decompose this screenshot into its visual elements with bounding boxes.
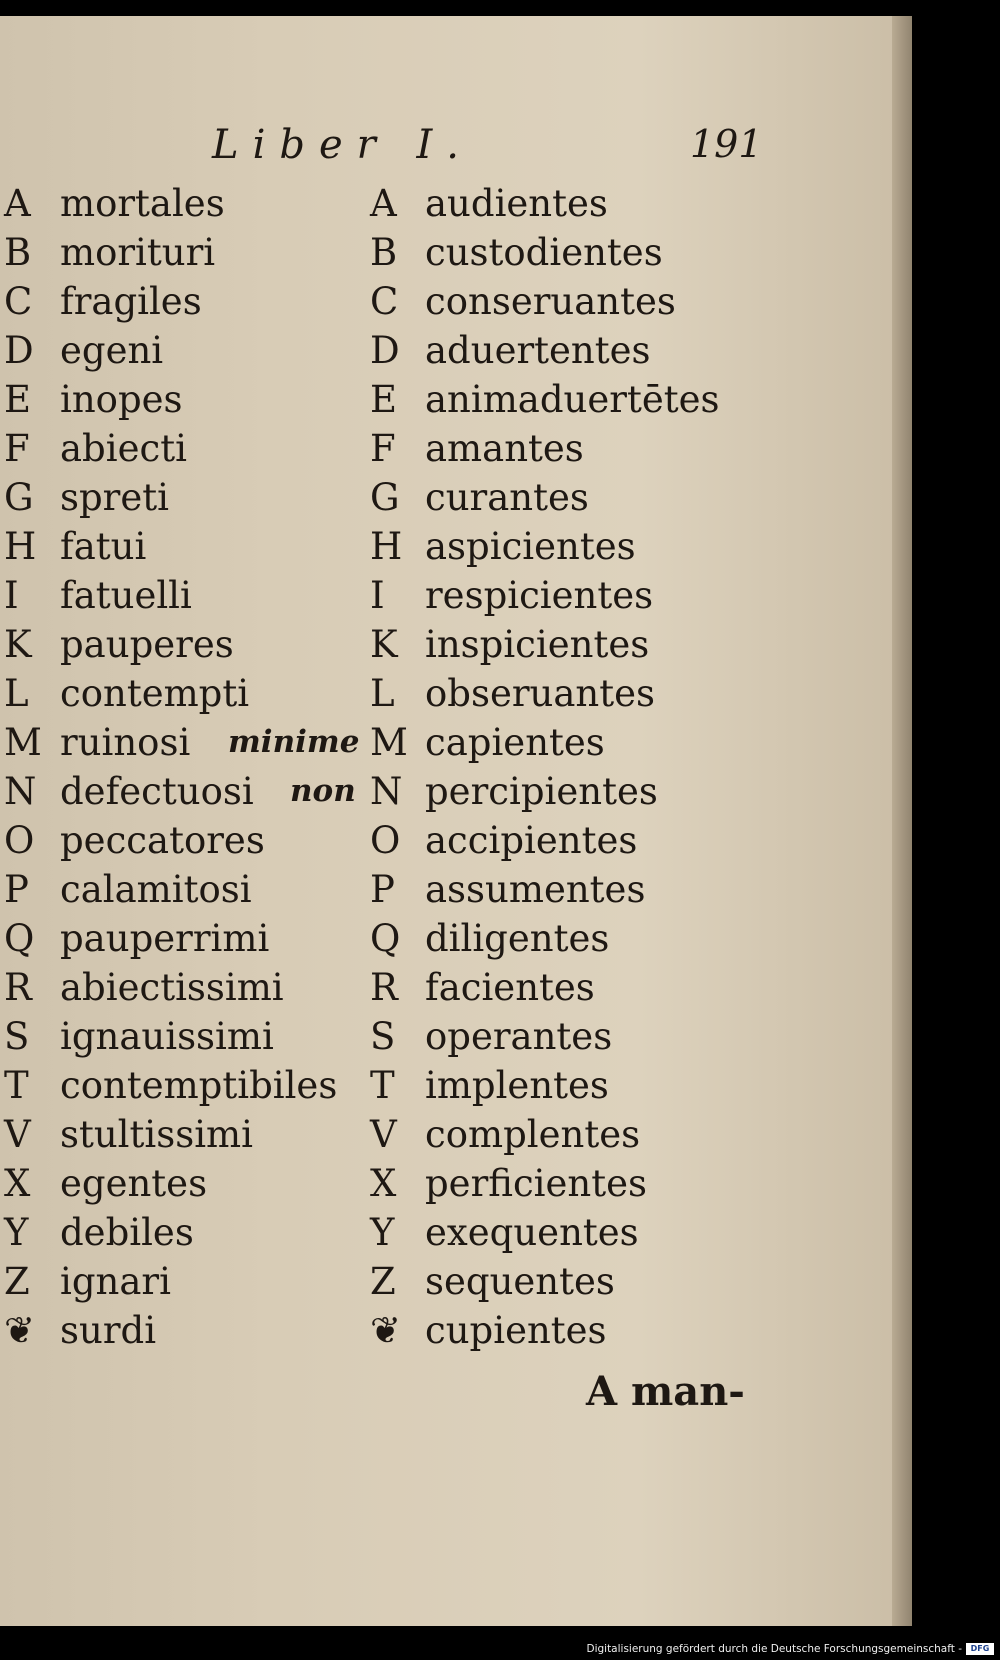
left-letter: L [4, 672, 29, 715]
left-letter: G [4, 476, 34, 519]
right-word: amantes [425, 427, 584, 470]
table-row [0, 1208, 900, 1257]
left-word: ruinosi [60, 721, 191, 764]
table-row [0, 571, 900, 620]
table-row [0, 1110, 900, 1159]
right-letter: Q [370, 917, 401, 960]
table-row [0, 718, 900, 767]
running-head: Liber I. [212, 122, 473, 168]
right-word: operantes [425, 1015, 613, 1058]
right-letter: P [370, 868, 395, 911]
right-letter: C [370, 280, 399, 323]
right-word: animaduertētes [425, 378, 720, 421]
right-word: conseruantes [425, 280, 676, 323]
right-letter: S [370, 1015, 396, 1058]
left-letter: ❦ [4, 1309, 36, 1352]
table-row [0, 865, 900, 914]
table-row [0, 277, 900, 326]
left-word: peccatores [60, 819, 265, 862]
left-word: fragiles [60, 280, 202, 323]
left-word: abiectissimi [60, 966, 284, 1009]
left-letter: X [4, 1162, 31, 1205]
right-word: exequentes [425, 1211, 639, 1254]
left-letter: D [4, 329, 34, 372]
right-letter: D [370, 329, 400, 372]
right-word: audientes [425, 182, 608, 225]
left-letter: H [4, 525, 37, 568]
left-word: contemptibiles [60, 1064, 338, 1107]
right-letter: O [370, 819, 401, 862]
left-word: ignauissimi [60, 1015, 274, 1058]
left-letter: T [4, 1064, 29, 1107]
left-word: ignari [60, 1260, 171, 1303]
table-row [0, 669, 900, 718]
right-word: respicientes [425, 574, 654, 617]
table-row [0, 767, 900, 816]
left-letter: F [4, 427, 30, 470]
left-word: pauperrimi [60, 917, 270, 960]
right-letter: Y [370, 1211, 395, 1254]
right-word: accipientes [425, 819, 638, 862]
left-word: contempti [60, 672, 250, 715]
qualifier-word: non [290, 773, 356, 809]
right-word: inspicientes [425, 623, 650, 666]
table-row [0, 228, 900, 277]
left-letter: Q [4, 917, 35, 960]
right-word: curantes [425, 476, 589, 519]
digitization-footer [0, 1638, 1000, 1660]
right-letter: N [370, 770, 403, 813]
table-row [0, 816, 900, 865]
left-letter: Z [4, 1260, 30, 1303]
right-letter: L [370, 672, 395, 715]
left-letter: M [4, 721, 42, 764]
left-word: surdi [60, 1309, 157, 1352]
left-letter: E [4, 378, 32, 421]
left-word: spreti [60, 476, 169, 519]
table-row [0, 620, 900, 669]
table-row [0, 963, 900, 1012]
right-word: percipientes [425, 770, 658, 813]
table-row [0, 914, 900, 963]
left-word: debiles [60, 1211, 194, 1254]
table-row [0, 473, 900, 522]
footer-credit: Digitalisierung gefördert durch die Deutsche Forschungsgemeinschaft - [586, 1643, 962, 1655]
left-letter: N [4, 770, 37, 813]
dfg-logo: DFG [966, 1643, 994, 1655]
right-word: aspicientes [425, 525, 636, 568]
right-letter: V [370, 1113, 397, 1156]
right-letter: Z [370, 1260, 396, 1303]
right-letter: F [370, 427, 396, 470]
right-letter: ❦ [370, 1309, 402, 1352]
right-letter: X [370, 1162, 397, 1205]
left-letter: I [4, 574, 19, 617]
left-word: abiecti [60, 427, 187, 470]
left-letter: C [4, 280, 33, 323]
left-word: pauperes [60, 623, 234, 666]
left-letter: P [4, 868, 29, 911]
table-row [0, 522, 900, 571]
right-letter: I [370, 574, 385, 617]
left-word: mortales [60, 182, 225, 225]
right-word: sequentes [425, 1260, 615, 1303]
left-letter: S [4, 1015, 30, 1058]
left-word: defectuosi [60, 770, 254, 813]
right-word: obseruantes [425, 672, 656, 715]
qualifier-word: minime [228, 724, 360, 760]
left-word: morituri [60, 231, 216, 274]
left-word: inopes [60, 378, 183, 421]
left-letter: A [4, 182, 31, 225]
table-row [0, 1306, 900, 1355]
right-letter: G [370, 476, 400, 519]
right-word: facientes [425, 966, 595, 1009]
left-letter: K [4, 623, 32, 666]
right-word: aduertentes [425, 329, 651, 372]
left-letter: V [4, 1113, 31, 1156]
right-word: capientes [425, 721, 605, 764]
right-letter: B [370, 231, 398, 274]
left-word: egeni [60, 329, 164, 372]
left-word: fatuelli [60, 574, 192, 617]
page-header [0, 112, 912, 172]
table-row [0, 1061, 900, 1110]
book-page [0, 16, 912, 1626]
right-letter: H [370, 525, 403, 568]
alphabet-table [0, 179, 900, 1355]
right-word: diligentes [425, 917, 610, 960]
page-number: 191 [690, 122, 763, 166]
right-letter: K [370, 623, 398, 666]
left-word: egentes [60, 1162, 208, 1205]
right-letter: T [370, 1064, 395, 1107]
right-word: assumentes [425, 868, 646, 911]
table-row [0, 1159, 900, 1208]
left-word: calamitosi [60, 868, 252, 911]
table-row [0, 326, 900, 375]
left-letter: O [4, 819, 35, 862]
right-letter: M [370, 721, 408, 764]
right-word: implentes [425, 1064, 609, 1107]
right-word: perficientes [425, 1162, 647, 1205]
table-row [0, 424, 900, 473]
right-word: cupientes [425, 1309, 607, 1352]
table-row [0, 375, 900, 424]
right-letter: A [370, 182, 397, 225]
table-row [0, 1012, 900, 1061]
right-letter: E [370, 378, 398, 421]
right-letter: R [370, 966, 398, 1009]
right-word: custodientes [425, 231, 663, 274]
table-row [0, 179, 900, 228]
left-letter: Y [4, 1211, 29, 1254]
catchword: A man- [586, 1368, 745, 1415]
table-row [0, 1257, 900, 1306]
right-word: complentes [425, 1113, 641, 1156]
left-word: fatui [60, 525, 147, 568]
left-word: stultissimi [60, 1113, 253, 1156]
left-letter: B [4, 231, 32, 274]
left-letter: R [4, 966, 32, 1009]
